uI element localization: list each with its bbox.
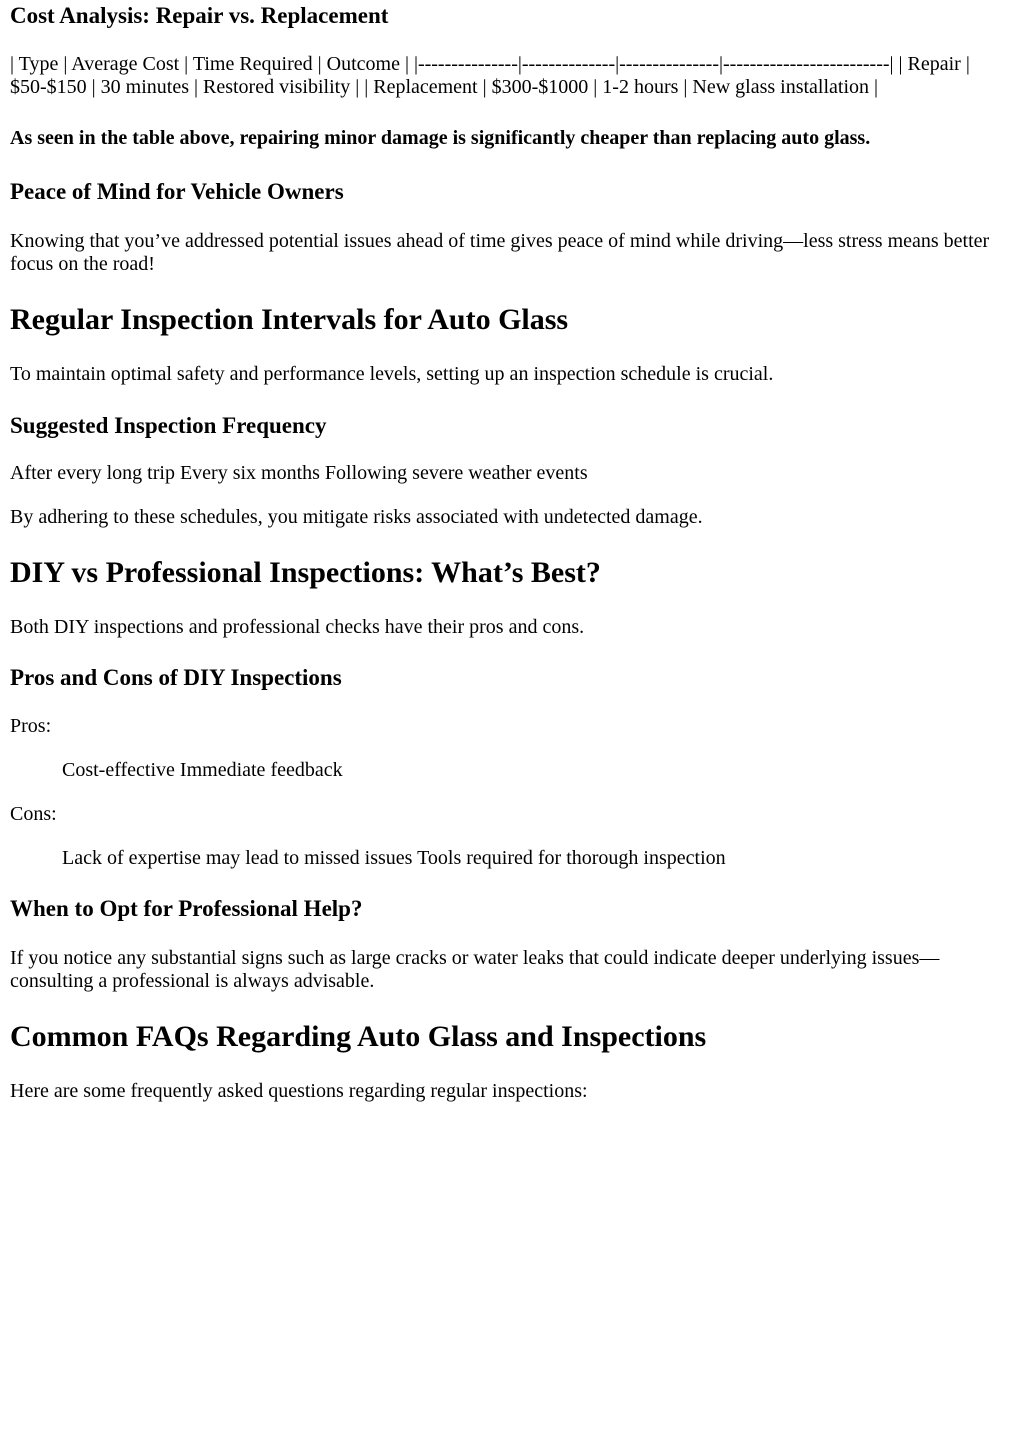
peace-of-mind-text: Knowing that you’ve addressed potential issues ahead of time gives peace of mind while driving—less stress means better focus on the road! xyxy=(10,230,990,275)
diy-vs-professional-text: Both DIY inspections and professional checks have their pros and cons. xyxy=(10,616,585,638)
pros-cons-heading: Pros and Cons of DIY Inspections xyxy=(10,665,342,690)
inspection-frequency-text: By adhering to these schedules, you mitigate risks associated with undetected damage. xyxy=(10,506,703,528)
regular-inspection-heading: Regular Inspection Intervals for Auto Glass xyxy=(10,303,569,336)
peace-of-mind-heading: Peace of Mind for Vehicle Owners xyxy=(10,179,344,204)
pros-list: Cost-effective Immediate feedback xyxy=(62,759,343,781)
cost-analysis-heading: Cost Analysis: Repair vs. Replacement xyxy=(10,3,389,28)
diy-vs-professional-heading: DIY vs Professional Inspections: What’s Best? xyxy=(10,556,601,589)
regular-inspection-text: To maintain optimal safety and performance levels, setting up an inspection schedule is crucial. xyxy=(10,363,774,385)
cost-note: As seen in the table above, repairing minor damage is significantly cheaper than replacing auto glass. xyxy=(10,127,871,149)
inspection-frequency-heading: Suggested Inspection Frequency xyxy=(10,413,327,438)
faq-heading: Common FAQs Regarding Auto Glass and Inspections xyxy=(10,1020,707,1053)
cost-table-text: | Type | Average Cost | Time Required | Outcome | |---------------|--------------|---------------|-------------------------| | Repair | $50-$150 | 30 minutes | Restored visibility | | Replacement | $300-$1000 | 1-2 hours | New glass installation | xyxy=(10,53,970,98)
professional-help-heading: When to Opt for Professional Help? xyxy=(10,896,363,921)
cons-label: Cons: xyxy=(10,803,57,825)
pros-label: Pros: xyxy=(10,715,52,737)
professional-help-text: If you notice any substantial signs such as large cracks or water leaks that could indicate deeper underlying issues—consulting a professional is always advisable. xyxy=(10,947,940,992)
faq-intro-text: Here are some frequently asked questions regarding regular inspections: xyxy=(10,1080,588,1102)
cons-list: Lack of expertise may lead to missed issues Tools required for thorough inspection xyxy=(62,847,726,869)
inspection-frequency-list: After every long trip Every six months Following severe weather events xyxy=(10,462,588,484)
